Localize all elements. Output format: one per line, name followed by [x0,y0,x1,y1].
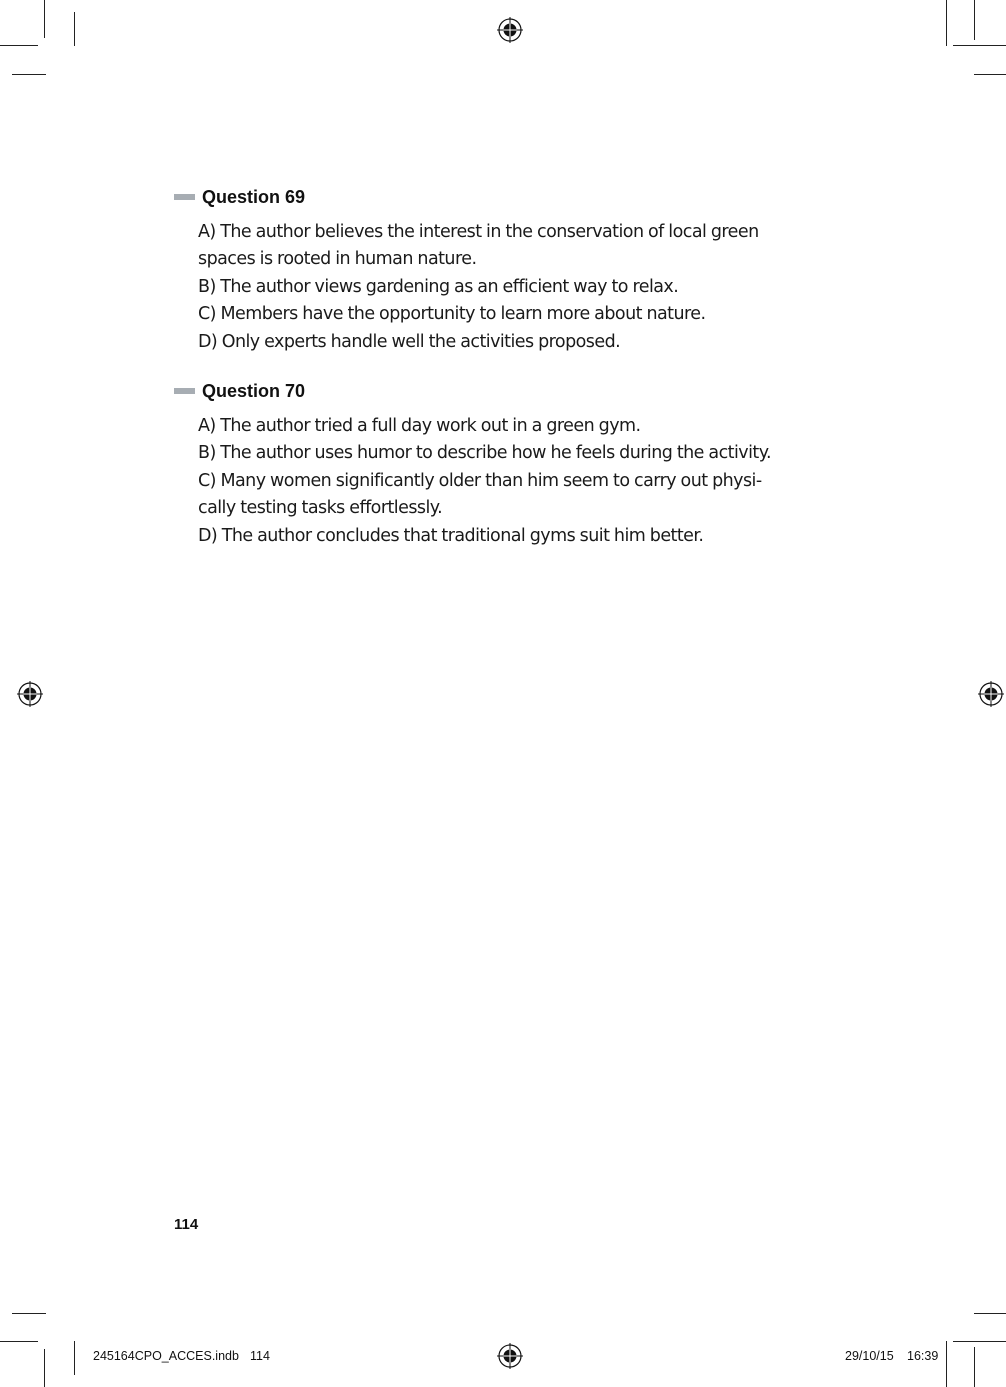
section-bar-icon [174,388,195,394]
crop-mark [953,45,1006,46]
option-text-line: C) Many women significantly older than him seem to carry out physi- [198,470,762,491]
crop-mark [12,1313,46,1314]
section-bar-icon [174,194,195,200]
answer-options [198,219,818,356]
registration-mark-icon [497,1343,523,1369]
crop-mark [12,74,46,75]
crop-mark [44,0,45,38]
slug-date: 29/10/15 [845,1349,894,1363]
crop-mark [74,12,75,46]
crop-mark [946,1341,947,1387]
crop-mark [974,1313,1006,1314]
registration-mark-icon [17,681,43,707]
option-text-line: D) Only experts handle well the activities proposed. [198,331,621,352]
slug-time: 16:39 [907,1349,939,1363]
answer-option-a [198,219,818,274]
question-title: Question 69 [202,187,306,207]
answer-option-c [198,468,818,523]
answer-option-b [198,274,818,301]
option-text-line: cally testing tasks effortlessly. [198,498,443,519]
crop-mark [44,1349,45,1387]
option-text-line: A) The author believes the interest in the conservation of local green [198,222,759,242]
answer-option-d [198,523,818,550]
slug-file: 245164CPO_ACCES.indb [93,1349,239,1363]
option-text-line: spaces is rooted in human nature. [198,249,477,270]
answer-option-a [198,413,818,440]
answer-option-b [198,440,818,467]
crop-mark [953,1341,1006,1342]
crop-mark [74,1341,75,1375]
option-text-line: A) The author tried a full day work out in a green gym. [198,416,641,436]
crop-mark [0,45,38,46]
crop-mark [0,1341,38,1342]
answer-options [198,413,818,550]
crop-mark [974,74,1006,75]
question-title: Question 70 [202,381,306,401]
answer-option-d [198,329,818,356]
option-text-line: C) Members have the opportunity to learn more about nature. [198,304,706,325]
option-text-line: B) The author uses humor to describe how he feels during the activity. [198,443,772,464]
answer-option-c [198,301,818,328]
registration-mark-icon [497,17,523,43]
crop-mark [974,0,975,40]
page-number: 114 [174,1216,199,1233]
crop-mark [946,0,947,46]
option-text-line: D) The author concludes that traditional gyms suit him better. [198,525,704,546]
crop-mark [974,1347,975,1387]
registration-mark-icon [978,681,1004,707]
slug-page: 114 [250,1349,270,1363]
option-text-line: B) The author views gardening as an efficient way to relax. [198,276,679,297]
